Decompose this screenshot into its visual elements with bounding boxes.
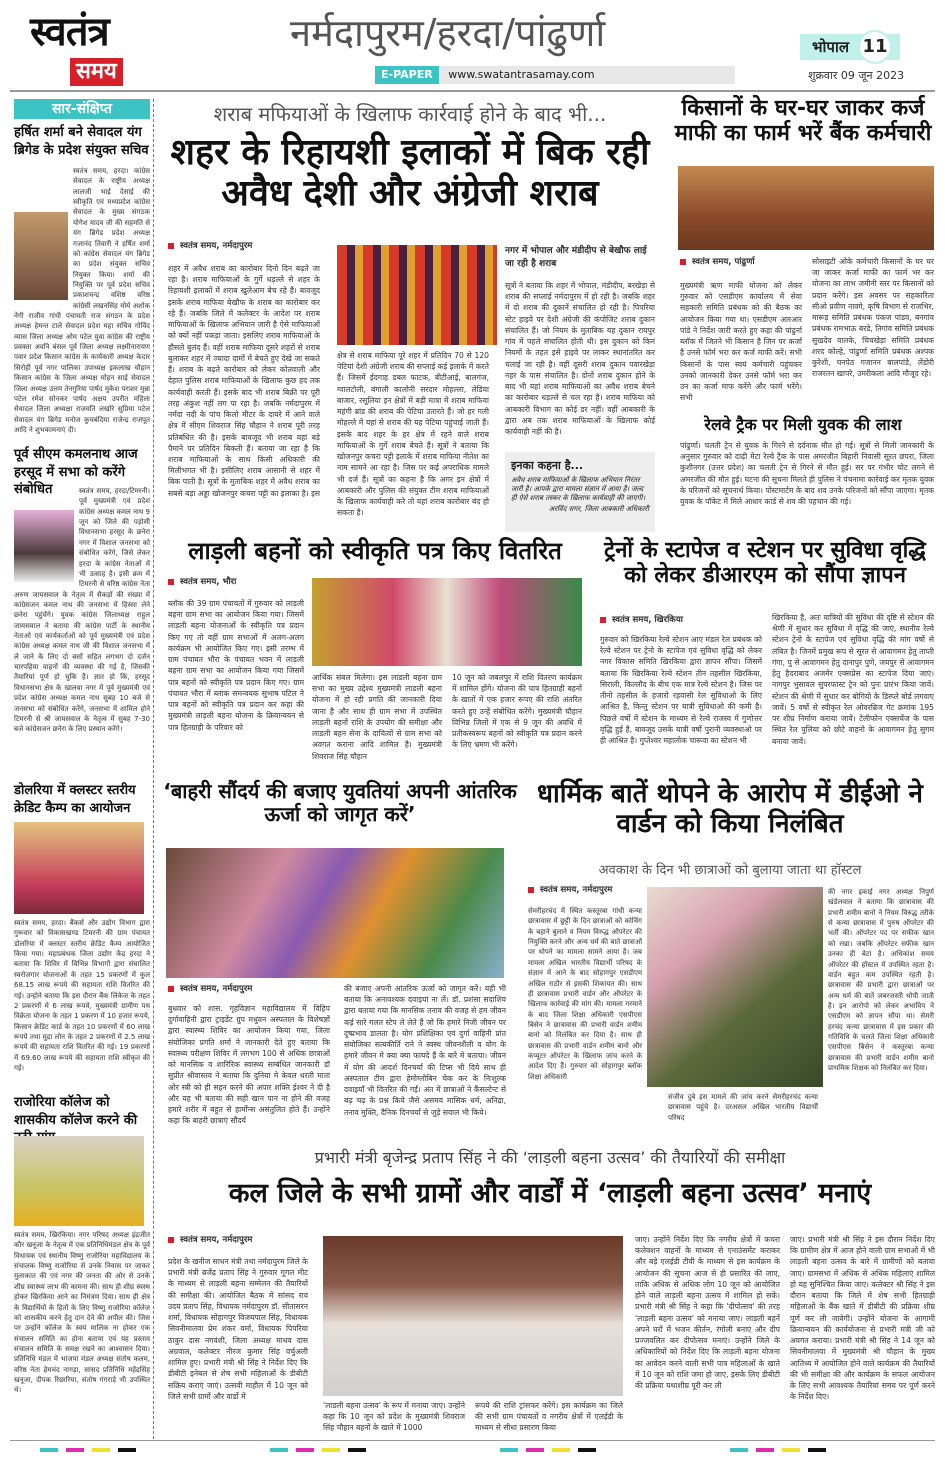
lead-col-3: सूत्रों ने बताया कि शहर में भोपाल, मंडीदीप, बरखेड़ा से शराब की सप्लाई नर्मदापुरम में हो रही है। जबकि शहर में दो शराब की दुकानें संचालित हो रही है। पिपरिया स्टेट हाइवे पर देशी अंग्रेजी की कंपोजिट शराब दुकान संचालित हैं। जो नियम के मुताबिक यह दुकान रायपुर गांव में पहले संचालित होती थी। इस दुकान को किन नियमों के तहत इसे हाइवे पर लाकर स्थानांतरित कर चलाई जा रही है। वहीं दूसरी शराब दुकान पवारखेड़ा नहर के पास संचालित है। दोनों शराब दुकान होने के बाद भी यहां शराब माफियाओं का अवैध शराब बेचने का कारोबार धड़ल्ले से चल रहा है। शराब माफिया को आबकारी विभाग का कोई डर नहीं। वहीं आबकारी के द्वारा अब तक शराब माफियाओं के खिलाफ कोई कार्यवाही नहीं की है।: [505, 281, 655, 437]
warden-col-3: की नगर इकाई नगर अध्यक्ष निपुर्ण खंडेलवाल ने बताया कि छात्रावास की प्रभारी शमीम बानो ने नियम विरुद्ध तरीके से कन्या छात्रावास में पुरुष ऑपरेटर की भर्ती की। ऑपरेटर पद पर सफीक खान को रखा। जबकि ऑपरेटर सफीक खान उनका ही बेटा है। अधिकांश समय ऑपरेटर की हॉस्टल में उपस्थित रहता है। वार्डन बहुत कम उपस्थित रहती है। छात्रावास की प्रभारी द्वारा छात्राओं पर अन्य धर्म की बातें जबरजस्ती थोपी जाती है। इन आरोपो को लेकर अभाविप ने एसडीएम को ज्ञापन सौंपा था। सेमरी हरचंद कन्या छात्रावास में इस प्रकार की गतिविधि के चलते जिला शिक्षा अधिकारी एसपीएस बिसेन ने कस्तूरबा कन्या छात्रावास की प्रभारी वार्डन शमीम बानो प्राथमिक शिक्षक को निलंबित कर दिया।: [828, 888, 934, 1073]
byline: स्वतंत्र समय, नर्मदापुरम: [168, 240, 252, 251]
railway-body-text: पांढुर्णा। चलती ट्रेन से युवक के गिरने से दर्दनाक मौत हो गई। सूत्रों से मिली जानकारी के अनुसार गुरुवार को दाढ़ी मेटा रेल्वे ट्रैक के पास अमरजीत बिहारी निवासी सूरत छपरा, जिला कुशीनगर (उत्तर प्रदेश) का चलती ट्रेन से गिरने से मौत हुई। सर पर गंभीर चोट लगने से अमरजीत की मौत हुई। घटना की सूचना मिलते ही पुलिस ने पंचनामा कार्रवाई कर मृतक युवक के परिजनों को सूचनार्थ किया। पोस्टमार्टम के बाद शव उनके परिजनों को सौंपा जाएगा। मृतक युवक के पॉकेट में मिले आधार कार्ड से शव की पहचान की गई।: [680, 441, 934, 507]
warden-headline: धार्मिक बातें थोपने के आरोप में डीईओ ने वार्डन को किया निलंबित: [537, 779, 923, 839]
lead-col-2: क्षेत्र से शराब माफिया पूरे शहर में प्रतिदिन 70 से 120 पेटियां देशी अंग्रेजी शराब की सप्लाई कई इलाके में करते हैं। जिसमें ईदगाह डबल फाटक, बीटीआई, बालगंज, ग्वालटोली, बंगाली कालोनी सरदार मोहल्ला, लेडिया बाजार, रसूलिया इन क्षेत्रों में बड़ी मात्रा में शराब माफिया महंगी ब्रांड की शराब की पेटिया उतारते हैं। जो हर गली मोहल्ले में यहां से शराब की यह पेटिया पहुंचाई जाती हैं। इसके बाद शहर के हर क्षेत्र में रहने वाले शराब माफियाओं के गुर्गे शराब बेचते हैं। सूत्रों ने बताया कि खोजनपुर कचरा पट्टी इलाके में शराब माफिया नीतेश का नाम सामने आ रहा है। जिस पर कई अपराधिक मामले भी दर्ज हैं। सूत्रों का कहना है कि अगर इन क्षेत्रों में आबकारी और पुलिस की संयुक्त टीम शराब माफियाओं के खिलाफ कार्यवाही करे तो यहां शराब कारोबार बंद हो सकता है।: [337, 351, 489, 518]
issue-date: शुक्रवार 09 जून 2023: [808, 69, 905, 82]
train-headline: ट्रेनों के स्टापेज व स्टेशन पर सुविधा वृद्धि को लेकर डीआरएम को सौंपा ज्ञापन: [604, 538, 926, 589]
registration-marks: [500, 1448, 596, 1453]
beauty-headline: ‘बाहरी सौंदर्य की बजाए युवतियां अपनी आंतरिक ऊर्जा को जागृत करें’: [163, 779, 517, 826]
warden-col-1: सेमरीहरचंद में स्थित कस्तूरबा गांधी कन्या छात्रावास में छुट्टी के दिन छात्राओं को कोचिंग के बहाने बुलाने व नियम विरुद्ध ऑपरेटर की नियुक्ति करने और अन्य धर्म की बाते छात्राओं पर थोपने का मामला सामने आया है। जब मामला अखिल भारतीय विद्यार्थी परिषद के संज्ञान में आने के बाद सोहागपुर एसडीएम अखिल राठौर से इसकी शिकायत की। साथ ही छात्रावास प्रभारी वार्डन और ऑपरेटर के खिलाफ कार्रवाई की मांग की। मामला गरमाने के बाद जिला शिक्षा अधिकारी एसपीएस बिसेन ने छात्रावास की प्रभारी वार्डन शमीम बानो को निलंबित कर दिया है। साथ ही छात्रावास की प्रभारी वार्डन शमीम बानो और कंप्यूटर ऑपरेटर के खिलाफ जांच करने के आदेश दिए हैं। गुरुवार को सोहागपुर ब्लॉक शिक्षा अधिकारी: [528, 907, 642, 1081]
health-camp-photo: [166, 848, 504, 978]
railway-body-headline: रेलवे ट्रैक पर मिली युवक की लाश: [704, 415, 902, 434]
farmer-headline: किसानों के घर-घर जाकर कर्ज माफी का फार्म भरें बैंक कर्मचारी: [674, 96, 932, 147]
byline: स्वतंत्र समय, नर्मदापुरम: [168, 983, 252, 994]
byline: स्वतंत्र समय, खिरकिया: [600, 614, 683, 625]
byline: स्वतंत्र समय, नर्मदापुरम: [168, 1234, 252, 1245]
quote-title: इनका कहना है...: [511, 459, 584, 472]
sidebar-story-title: हर्षित शर्मा बने सेवादल यंग ब्रिगेड के प्रदेश संयुक्त सचिव: [14, 125, 149, 158]
farmer-col-1: मुख्यमंत्री ऋण माफी योजना को लेकर गुरुवार को एसडीएम कार्यालय में सेवा सहकारी समिति प्रबंधक को की बैठक का आयोजन किया गया था। एसडीएम आरआर पांडे ने निर्देश जारी करते हुए कहा की पांढुर्ना ब्लॉक में जितने भी किसान है जिन पर कर्जा है उनसे फॉर्म भरा कर कर्ज माफी करें। सभी किसानों के पास स्वयं कर्मचारी पहुंचकर उनको जानकारी देकर उनसे फॉर्म भरा कर उन का कर्जा माफ करेंगे और फार्म भरेंगे। सभी: [680, 281, 802, 403]
sidebar-story-title: पूर्व सीएम कमलनाथ आज हरसूद में सभा को करेंगे संबोधित: [14, 447, 138, 498]
sidebar-story-body: स्वतंत्र समय, हरदा। कांग्रेस सेवादल के राष्ट्रीय अध्यक्ष लालजी भाई देसाई की स्वीकृति एवं मध्यप्रदेश कांग्रेस सेवादल के मुख्य संगठक योगेश यादव जी की सहमति से यंग ब्रिगेड प्रदेश अध्यक्ष गजानंद तिवारी ने हर्षित शर्मा को कांग्रेस सेवादल यंग ब्रिगेड का प्रदेश संयुक्त सचिव नियुक्त किया। शर्मा की नियुक्ति पर पूर्व प्रदेश सचिव प्रकाशचन्द्र वशिष्ठ वरिष्ठ कांग्रेसी लखनसिंह मोर्य अशोक नेगी राजीव गांधी पंचायती राज संगठन के प्रदेश अध्यक्ष हेमन्त टाले सेवादल प्रदेश महा सचिव गोविंद व्यास जिला अध्यक्ष ओम पटेल युवा कांग्रेस की राष्ट्रीय प्रवक्ता अवनि बंसल पूर्व जिला अध्यक्ष लक्ष्मीनारायण पवार प्रदेश किसान कांग्रेस के कार्यकारी अध्यक्ष केदार सिरोही पूर्व नगर पालिका उपाध्यक्ष इकलाख चौहान किसान कांग्रेस के जिला अध्यक्ष मोहन साई सेवादल जिला अध्यक्ष उत्तम तेनगुरिया पार्षद मुकेश पराशर मुन्ना पटेल रमेश सोनकर पार्षद अक्षय उपरीत महिला सेवादल जिला अध्यक्षा राजवति लखोरे सुप्रिया पटेल सेवादल यंग ब्रिगेड मनोज कुचबंदिया राजेन्द्र राजपूत आदि ने शुभकामनाएं दी।: [14, 167, 150, 434]
sidebar-story-body: स्वतंत्र समय, खिरकिया। नगर परिषद अध्यक्ष इंद्रजीत कौर खनूजा के नेतृत्व में एक प्रतिनिधिमंडल क्षेत्र के पूर्व विधायक एवं स्थानीय विष्णु राजोरिया महाविद्यालय के संचालक विष्णु राजोरिया से उनके निवास पर जाकर मुलाकात की एवं नगर की जनता की ओर से उनके शीघ्र स्वास्थ्य लाभ की कामना की। साथ ही शीघ्र स्वस्थ होकर खिरकिया आने का निमंत्रण दिया। साथ ही क्षेत्र के विद्यार्थियों के हितों के लिए विष्णु राजोरिया कॉलेज को शासकीय करने हेतु दान देने की अपील की। जिस पर उन्होंने कॉलेज के स्वयं मालिक ना होकर एक संचालन समिति का होना बताया एवं यह प्रस्ताव संचालन समिति के समक्ष रखने का आश्वासन दिया। प्रतिनिधि मंडल में भाजपा मंडल अध्यक्ष संतोष कलम, वरिष्ठ नेता हेमचंद नागड़ा, सांसद प्रतिनिधि महेंद्रसिंह खनूजा, दीपक रिछारिया, संतोष गंगराड़े भी उपस्थित थे।: [14, 1231, 150, 1395]
byline: स्वतंत्र समय, भौरा: [168, 576, 236, 587]
ladli-col-1: ब्लॉक की 39 ग्राम पंचायतों में गुरुवार को लाड़ली बहना ग्राम सभा का आयोजन किया गया। जिसमें लाड़ली बहना योजनाओं के स्वीकृति पत्र प्रदान किए गए तो वहीं ग्राम सभाओं में अलग-अलग कार्यक्रम भी आयोजित किए गए। इसी तरम्भ में ग्राम पंचायत भौरा के पंचायत भवन में लाड़ली बहना ग्राम सभा का आयोजन किया गया जिसमें पात्र बहनों को स्वीकृति पत्र प्रदान किए गए। ग्राम पंचायत भौरा में ब्लाक समन्वयक सुभाष पटिल ने पात्र बहनों को स्वीकृति पत्र प्रदान कर कहा की मुख्यमंत्री लाड़ली बहना योजना के क्रियान्वयन से पात्र हितग्राही के परिवार को: [168, 599, 304, 732]
meeting-photo: [678, 166, 934, 250]
sidebar-story-title: डोलरिया में क्लस्टर स्तरीय क्रेडिट कैम्प का आयोजन: [14, 783, 136, 816]
utsav-headline: कल जिले के सभी ग्रामों और वार्डों में ‘लाड़ली बहना उत्सव’ मनाएं: [228, 1178, 872, 1209]
website-link[interactable]: www.swatantrasamay.com: [448, 68, 595, 81]
video-meeting-photo: [323, 1236, 623, 1396]
quote-text: अवैध शराब माफियाओं के खिलाफ अभियान निरंतर जारी है। आपके द्वारा मामला संज्ञान में आया है। जल्द ही ऐसे शराब तस्कर के खिलाफ कार्यवाही की जाएगी।: [511, 476, 646, 502]
train-col-1: गुरुवार को खिरकिया रेल्वे स्टेशन आए मंडल रेल प्रबंधक को रेल्वे स्टेशन पर ट्रेनो के स्टापेज एवं सुविधा वृद्धि को लेकर नगर विकास समिति खिरकिया द्वारा ज्ञापन सौंपा। जिसमें बताया कि खिरकिया रेल्वे स्टेशन तीन तहसील खिरकिया, सिराली, किल्लौद के बीच एक मात्र रेल्वे स्टेशन है। जिस पर तीनो तहसील के हजारो रहवासी रेल सुविधाओ के लिए आश्रित है, किन्तु स्टेशन पर यात्री सुविधाओ की कमी है। पिछले वर्षो में स्टेशन के माध्यम से रेल्वे राजस्व में गुणोत्तर वृद्धि हुई है, बावजूद उसके यात्री वर्षो पुरानी व्यवस्थाओ पर ही आश्रित है। गुप्तेश्वर महालोक चारूवा का स्टेशन भी: [600, 635, 762, 746]
logo-top: स्वतंत्र: [30, 9, 109, 55]
edition-title: नर्मदापुरम/हरदा/पांढुर्णा: [290, 11, 606, 55]
utsav-col-4: जाए। प्रभारी मंत्री श्री सिंह ने इस दौरान निर्देश दिए कि ग्रामीण क्षेत्र में आज होने वाली ग्राम सभाओं में भी लाड़ली बहना उत्सव के बारे में ग्रामीणों को बताया जाए। ग्रामसभा में अधिक से अधिक महिलाएं शामिल हो यह सुनिश्चित किया जाए। कलेक्टर श्री सिंह ने इस दौरान बताया कि जिले में शेष सभी हितग्राही महिलाओं के बैंक खाते में डीबीटी की प्रक्रिया शीघ्र पूर्ण कर ली जावेगी। उन्होंने योजना के आगामी क्रियान्वयन की कार्ययोजना से प्रभारी मंत्री जी को अवगत कराया। प्रभारी मंत्री श्री सिंह ने 14 जून को सिवनीमालवा में मुख्यमंत्री श्री चौहान के मुख्य आतिथ्य में आयोजित होने वाले कार्यक्रम की तैयारियों की भी समीक्षा की और कार्यक्रम के सफल आयोजन के लिए सभी आवश्यक तैयारियां समय पर पूर्ण करने के निर्देश दिए।: [790, 1235, 935, 1402]
registration-marks: [730, 1448, 826, 1453]
epaper-bar: [375, 66, 735, 84]
story-photo: [14, 212, 68, 300]
ladli-col-2: आर्थिक संबल मिलेगा। इस लाडली बहना ग्राम सभा का मुख्य उद्देश्य मुख्यमंत्री लाडली बहना योजना में हो रही प्रगति की जानकारी दिया जाना है और साथ ही ग्राम सभा में उपस्थित लाड़ली बहनों राशि के उपयोग की समीक्षा और लाडली बहन सेना के दायित्वों से ग्राम सभा को अवगत कराना आदि शामिल है। मुख्यमंत्री शिवराज सिंह चौहान: [312, 673, 442, 761]
utsav-col-1: प्रदेश के खनीज साधन मंत्री तथा नर्मदापुरम जिले के प्रभारी मंत्री ब्रजेंद्र प्रताप सिंह ने गुरुवार गूगल मीट के माध्यम से लाड़ली बहना सम्मेलन की तैयारियों की समीक्षा की। आयोजित बैठक में सांसद राव उदय प्रताप सिंह, विधायक नर्मदापुरम डॉ. सीतासरन शर्मा, विधायक सोहागपुर विजयपाल सिंह, विधायक सिवनीमालवा प्रेम शंकर वर्मा, विधायक पिपरिया ठाकुर दास नगवंशी, जिला अध्यक्ष माधव दास अग्रवाल, कलेक्टर नीरज कुमार सिंह वर्चुअली शामिल हुए। प्रभारी मंत्री श्री सिंह ने निर्देश दिए कि डीबीटी इनेबल से शेष सभी महिलाओं के डीबीटी सक्रिय कराएं जाएं। उत्सवी माहौल में 10 जून को जिले सभी ग्रामों और वार्डो में: [168, 1257, 308, 1401]
story-photo: [14, 822, 144, 914]
warden-col-2: संजीव दुबे इस मामले की जांच करने सेमरीहरचंद कन्या छात्रावास पहुंचे है। दरअसल अखिल भारतीय विद्यार्थी परिषद: [668, 1093, 818, 1122]
registration-marks: [270, 1448, 366, 1453]
train-col-2: खिरकिया है, अतः यात्रियों की सुविधा की दृष्टि से स्टेशन की श्रेणी में सुधार कर सुविधा में वृद्धि की जाएं, स्थानीय रेल्वे स्टेशन ट्रेनो के स्टापेज एवं सुविधा वृद्धि की मांग वर्षो से लंबित है। जिनमें प्रमुख रूप से सूरत से आवागमन हेतु ताप्ती गंगा, पु से आवागमन हेतु दानापुर पुणे, जयपुर से आवागमन हेतु हैदराबाद अजमेर एक्सप्रेस का स्टापेज दिया जाएं। नागपुर भुसावल सुपरफास्ट ट्रेन को पुनः प्रारंभ किया जावें। स्टेशन की श्रेणी में सुधार कर बोगियो के डिस्प्ले बोर्ड लगवाए जावें। 5 वर्षो से स्वीकृत रेल ओवरब्रिज गेट क्रमांक 195 पर शीघ्र निर्माण कराया जावें। टेलीफोन एक्सचेंज के पास स्थित रेल पुलिया को छोटे वाहनो के आवागमन हेतु सुगम बनाया जावें।: [772, 613, 934, 746]
lead-headline: शहर के रिहायशी इलाकों में बिक रही अवैध देशी और अंग्रेजी शराब: [170, 132, 650, 215]
warden-kicker: अवकाश के दिन भी छात्राओं को बुलाया जाता था हॉस्टल: [598, 863, 862, 878]
utsav-photo-col-2: रूपये की राशि ट्रांसफर करेंगे। इस कार्यक्रम का जिले की सभी ग्राम पंचायतों व नगरीय क्षेत्रों में एलईडी के माध्यम से सीधा प्रसारण किया: [475, 1401, 623, 1433]
sidebar-story-title: राजोरिया कॉलेज को शासकीय कॉलेज करने की: [14, 1095, 138, 1128]
ladli-letters-headline: लाड़ली बहनों को स्वीकृति पत्र किए वितरित: [188, 537, 562, 565]
sidebar-header: सार-संक्षिप्त: [14, 99, 150, 119]
byline: स्वतंत्र समय, नर्मदापुरम: [528, 884, 612, 895]
liquor-bottles-photo: [337, 245, 497, 345]
farmer-col-2: सोसाइटी ओके कर्मचारी किसानों के घर घर जा जाकर कर्जा माफी का फार्म भर कर योजना का लाभ जमीनी स्तर पर किसानों को प्रदान करेंगे। इस अवसर पर सहकारिता सीओ प्रवीण नावगे, कृषि विभाग से राजभिर, मारूड़ समिति प्रबंधक पंकज पांडव, बनगांव प्रबंधक रामभाऊ बरडे, तिगांव समिति प्रबंधक सुखदेव वालके, चिचखेड़ा समिति प्रबंधक शरद कोल्हे, पांढुर्णा समिति प्रबंधक अश्पक कुरेशी, घनपेठ गजानन बालपांडे, लेंडोरी राजरतन खापरे, उमरीकला आदि मौजूद रहे।: [812, 257, 934, 379]
city-badge: भोपाल: [800, 34, 900, 60]
sidebar-story-body: स्वतंत्र समय, हरदा/टिमरनी। पूर्व मुख्यमंत्री एवं प्रदेश कांग्रेस अध्यक्ष कमल नाथ 9 जून को जिले की पड़ोसी विधानसभा हरसूद के छनेरा नगर में विशाल जनसभा को संबोधित करेंगे, जिसे लेकर हरदा के कांग्रेस नेताओं में भी उत्साह है। इसी क्रम में टिमरनी से वरिष्ठ कांग्रेस नेता अरुण जायसवाल के नेतृत्व में सैकड़ों की संख्या में कांग्रेसजन कमल नाथ की जनसभा में हिस्सा लेने छनेरा पहुंचेंगे। युवक कांग्रेस जिलाध्यक्ष राहुल जायसवाल ने बताया की कांग्रेस पार्टी के स्थानीय नेताओ एवं कार्यकर्ताओं को पूर्व मुख्यमंत्री एवं प्रदेश कांग्रेस अध्यक्ष कमल नाथ जी की विशाल जनसभा में ले जाने के लिए दो बसों सहित लगभग दो दर्जन चारपहिया वाहनों की व्यवस्था की गई है, जिसकी तैयारियां पूर्ण हो चुकि है। ज्ञात हो कि, हरसूद विधानसभा क्षेत्र के खालवा नगर में पूर्व मुख्यमंत्री एवं प्रदेश कांग्रेस अध्यक्ष कमल नाथ सुबह 10 बजे से जनसभा को संबोधित करेंगे, जनसभा में शामिल होने टिमरनी से श्री जायसवाल के नेतृत्व में सुबह 7-30 बजे कांग्रेसजन छनेरा के लिए प्रस्थान करेंगे।: [14, 487, 150, 734]
ladli-col-3: 10 जून को जबलपुर में राशि वितरण कार्यक्रम में शामिल होंगे। योजना की पात्र हितग्राही बहनों के खातों में एक हजार रूपए की राशि अंतरित करते हुए उन्हें संबोधित करेंगे। मुख्यमंत्री चौहान विभिन्न जिलों में एक से 9 जून की अवधि में प्रतीकस्वरूप बहनों को स्वीकृति पत्र प्रदान करने के लिए भ्रमण भी करेंगे।: [452, 673, 582, 750]
epaper-label: E-PAPER: [375, 66, 439, 84]
beauty-col-2: की बजाए अपनी आंतरिक ऊर्जा को जागृत करें। यही भी बताया कि अनावश्यक दवाइयां ना लें। डॉ. प्रशंसा सदाशिव द्वारा बताया गया कि मानसिक तनाव की वजह से हम जीवन कई सारे गलत स्टेप ले लेते हैं जो कि हमारे निजी जीवन पर दुष्प्रभाव डालता है। योग प्रशिक्षिका एवं दुर्गा वाहिनी प्रांत संयोजिका सत्यकीर्ति राने ने स्वस्थ जीवनशैली व योग के हमारे जीवन मे क्या क्या फायदे हैं के बारे मे बताया। जीवन में योग की आदर्श दिनचर्या की टिप्स भी दिये साथ ही अस्पताल टीम द्वारा हेमोग्लोबिन चेक कर के निःशुल्क दवाइयाँ भी वितरित की गईं। अंत में छात्राओं ने कैंसल्टेन्ट से बढ़ चढ़ के प्रश्न किये जैसे असमय मासिक धर्म, अनिद्रा, तनाव मुक्ति, दैनिक दिनचर्या से जुड़े सवाल भी किये।: [344, 984, 506, 1117]
utsav-photo-col-1: 'लाडली बहना उत्सव' के रूप में मनाया जाए। उन्होंने कहा कि 10 जून को प्रदेश के मुख्यमंत्री शिवराज सिंह चौहान बहनों के खाते में 1000: [323, 1401, 465, 1433]
byline: स्वतंत्र समय, पांढुर्णा: [680, 256, 755, 267]
lead-col-1: शहर में अवैध शराब का कारोबार दिनो दिन बढ़ते जा रहा है। शराब माफियाओं के गुर्गे धड़ल्ले से शहर के रिहायशी इलाकों में शराब खुलेआम बेच रहे हैं। बावजूद इसके शराब माफिया बेखौफ के शराब का कारोबार कर रहे हैं। जबकि जिले में कलेक्टर के आदेश पर शराब माफियाओं के खिलाफ अभियान जारी है ऐसे माफियाओं को क्यों नहीं पकड़ा जाता। इसलिए शराब माफियाओं के हौसले बुलंद हैं। वहीं शराब माफिया दूसरे शहरों से शराब बुलाकर शहर में ज्यादा दामों में बेचते हुए देखे जा सकते हैं। शराब के बढ़ते कारोबार को लेकर कोतवाली और देहात पुलिस शराब माफियाओं के खिलाफ कुछ हद तक कार्यवाही करती हैं। इसके बाद भी शराब बिक्री पर पूरी तरह अंकुश नहीं लग पा रहा है। जबकि नर्मदापुरम में नर्मदा नदी के पांच किलो मीटर के दायरे में आने वाले क्षेत्र में सीएम शिवराज सिंह चौहान ने शराब पूरी तरह प्रतिबंधित की है। इसके बावजूद भी शराब यहां बड़े पैमाने पर प्रतिदिन बिकती हैं। बताया जा रहा है कि शराब माफियाओं के साथ किसी अधिकारी की मिलीभगत भी है। इसीलिए शराब आसानी से शहर में बिक पाती है। सूत्रों के मुताबिक शहर में अवैध शराब का सबसे बड़ा अड्डा खोजनपुर कचरा पट्टी का इलाका है। इस: [168, 264, 320, 498]
beauty-col-1: बुधवार को शास. गृहविज्ञान महाविद्यालय में विहिप दुर्गावाहिनी द्वारा ट्राइडेंट ग्रुप मधुवन अस्पताल के विशेषज्ञों द्वारा स्वास्थ्य शिविर का आयोजन किया गया, जिला संयोजिका प्रगति शर्मा ने जानकारी देते हुए बताया कि स्वास्थ्य परीक्षण शिविर में लगभग 100 से अधिक छात्राओं को मानसिक व शारिरिक स्वास्थ्य सम्बंधित जानकारी डॉ सुप्रीत श्रीवास्तव ने बताया कि दुनिया मे केवल धरती माता ओर स्त्री को ही सहन करने की अपार शक्ति ईश्वर ने दी है और यह भी बताया की सही खान पान ना होने की वजह हमारे शरीर में बहुत से हार्मोन्स असंतुलित होते हैं। उन्होंने कहा कि बाहरी छात्राएं सौंदर्य: [168, 1004, 330, 1126]
women-group-photo: [312, 578, 582, 666]
story-photo: [14, 510, 74, 582]
sidebar-divider: [153, 99, 154, 1439]
sidebar-story-body: स्वतंत्र समय, हरदा। बैंकर्स और उद्योग विभाग द्वारा गुरूवार को विकासखण्ड टिमरनी की ग्राम पंचायत डोलरिया में क्लस्टर स्तरीय क्रेडिट कैम्प आयोजित किया गया। महाप्रबंधक जिला उद्योग केंद्र हरदा ने बताया कि शिविर में विभिन्न विभागों द्वारा संचालित स्वरोजगार योजनाओं के तहत 15 प्रकरणों में कुल 68.15 लाख रूपये की सहायता राशि वितरित की गई। उन्होने बताया कि इस दौरान बैंक लिंकेज के तहत 2 प्रकरणों मे 6 लाख रूपये, मुख्यमंत्री ग्रामीण पथ विक्रेता योजना के तहत 1 प्रकरण में 10 हजार रूपये, किसान क्रेडिट कार्ड के तहत 10 प्रकरणों में 60 लाख रूपये तथा मुद्रा लोन के तहत 2 प्रकरणों में 2.5 लाख रूपये की सहायता राशि वितरित की गई। 19 प्रकरणों में 69.60 लाख रूपये की सहायता राशि स्वीकृत की गई।: [14, 919, 150, 1073]
story-photo: [14, 1136, 144, 1226]
quote-author: अरविंद सगर, जिला आबकारी अधिकारी: [548, 505, 649, 513]
sidebar-story-block: [14, 486, 150, 776]
sidebar-story-block: [14, 166, 150, 438]
utsav-col-3: जाए। उन्होंने निर्देश दिए कि नगरीय क्षेत्रों में कचरा कलेक्शन वाहनों के माध्यम से एनाउंसमेंट कराकर और बड़े एलईडी टीवी के माध्यम से इस कार्यक्रम के आयोजन की सूचना आज से ही प्रसारित की जाए, ताकि अधिक से अधिक लोग 10 जून को आयोजित होने वाले लाड़ली बहना उत्सव में शामिल हो सकें। प्रभारी मंत्री श्री सिंह ने कहा कि 'दीपोत्सव' की तरह 'लाड़ली बहना उत्सव' को मनाया जाए। लाड़ली बहनें अपने घरों में भजन कीर्तन, रंगोली बनाएं और दीप प्रज्जवलित कर दीपोत्सव मनाएं। उन्होंने जिले के अधिकारियों को निर्देश दिए कि लाड़ली बहना योजना का आवेदन करने वाली सभी पात्र महिलाओं के खाते में 10 जून को राशि जमा हो जाए, इसके लिए डीबीटी की प्रक्रिया यथाशीघ्र पूरी कर ली: [635, 1235, 780, 1391]
warden-photo: [647, 887, 823, 1087]
utsav-kicker: प्रभारी मंत्री बृजेन्द्र प्रताप सिंह ने की ‘लाड़ली बहना उत्सव’ की तैयारियों की समीक्षा: [314, 1148, 786, 1167]
registration-marks: [40, 1448, 136, 1453]
footer-divider: [10, 1440, 935, 1441]
masthead-divider: [10, 90, 935, 92]
lead-kicker: शराब मफियाओं के खिलाफ कार्रवाई होने के बाद भी...: [213, 102, 607, 126]
logo-bottom: समय: [70, 58, 123, 86]
lead-sidebar-kicker: नगर में भोपाल और मंडीदीप से बेखौफ लाई जा रही है शराब: [505, 246, 647, 269]
page-number: 11: [858, 30, 892, 64]
quote-box: [505, 452, 655, 532]
